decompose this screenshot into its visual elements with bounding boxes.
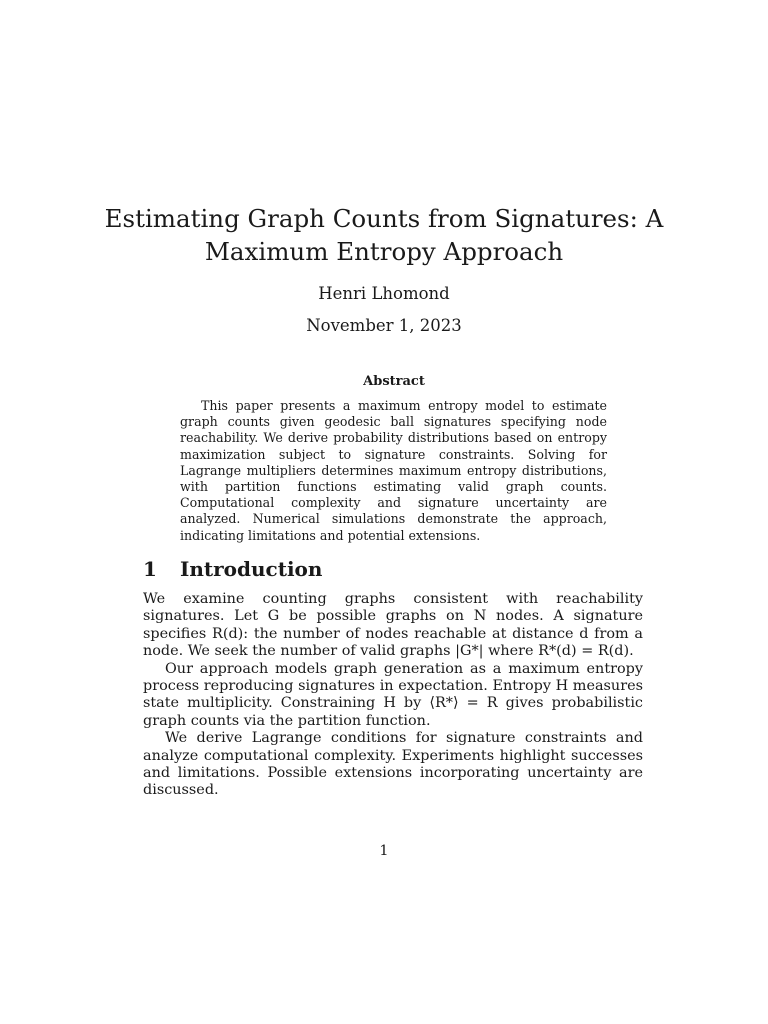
paragraph: We examine counting graphs consistent with reachability signatures. Let G be possible graphs on N nodes. A signature specifies R(d): the number of nodes reachable at distance d from a node. We seek the number of valid graphs |G*| where R*(d) = R(d). <box>143 591 643 660</box>
abstract-body <box>180 398 607 544</box>
publication-date: November 1, 2023 <box>306 316 462 335</box>
paper-title: Estimating Graph Counts from Signatures: A Maximum Entropy Approach <box>104 204 664 266</box>
page-number: 1 <box>379 843 389 859</box>
section-heading <box>143 556 322 582</box>
section-title: Introduction <box>180 557 323 581</box>
abstract-text: This paper presents a maximum entropy model to estimate graph counts given geodesic ball signatures specifying node reachability. We derive probability distributions based on entropy maximization subject to signature constraints. Solving for Lagrange multipliers determines maximum entropy distributions, with partition functions estimating valid graph counts. Computational complexity and signature uncertainty are analyzed. Numerical simulations demonstrate the approach, indicating limitations and potential extensions. <box>180 398 607 543</box>
paragraph: We derive Lagrange conditions for signature constraints and analyze computational complexity. Experiments highlight successes and limitations. Possible extensions incorporating uncertainty are discussed. <box>143 730 643 799</box>
author-name: Henri Lhomond <box>318 284 450 303</box>
section-body <box>143 591 643 800</box>
paragraph: Our approach models graph generation as a maximum entropy process reproducing signatures in expectation. Entropy H measures state multiplicity. Constraining H by ⟨R*⟩ = R gives probabilistic graph counts via the partition function. <box>143 660 643 729</box>
abstract-heading: Abstract <box>363 374 425 389</box>
section-number: 1 <box>143 557 157 581</box>
